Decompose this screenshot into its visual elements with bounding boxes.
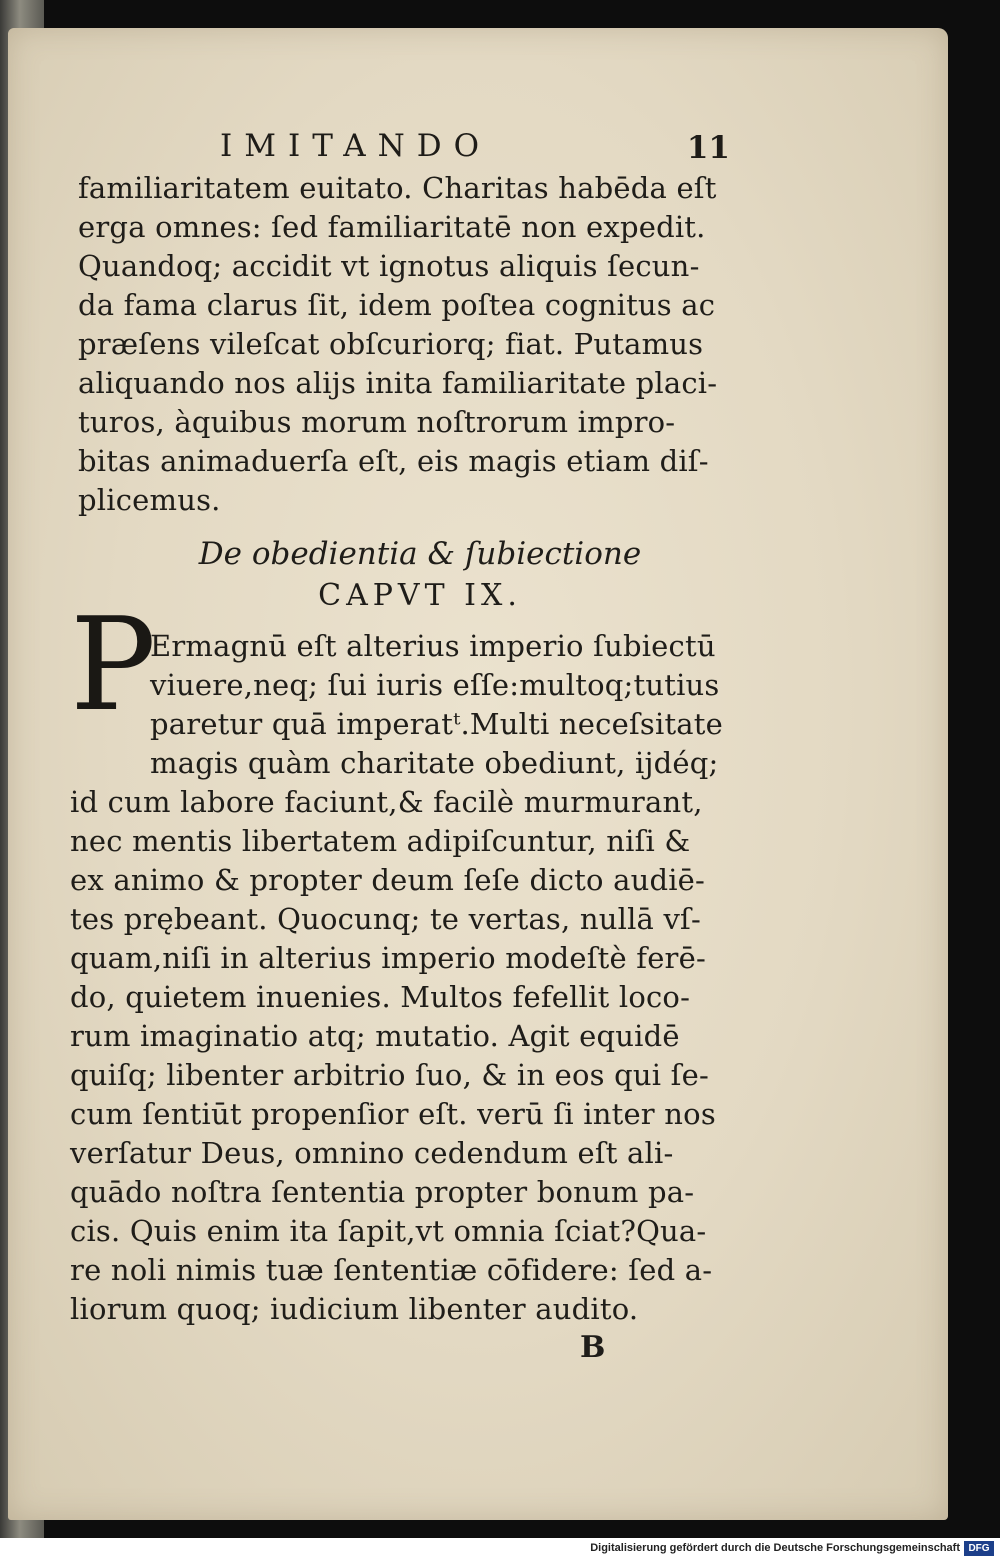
text-line: bitas animaduerſa eſt, eis magis etiam diſ- [78,444,709,478]
dfg-logo: DFG [964,1541,994,1556]
text-line: Ermagnū eſt alterius imperio ſubiectū [150,629,716,663]
text-line: familiaritatem euitato. Charitas habēda eſt [78,171,717,205]
running-head: IMITANDO [220,128,491,164]
text-line: aliquando nos alijs inita familiaritate placi- [78,366,718,400]
chapter-heading: CAPVT IX. [318,578,522,613]
text-line: id cum labore faciunt,& facilè murmurant, [70,785,703,819]
page-number: 11 [686,130,730,166]
text-line: viuere,neq; ſui iuris eſſe:multoq;tutius [150,668,720,702]
text-line: liorum quoq; iudicium libenter audito. [70,1292,639,1326]
text-line: quādo noſtra ſententia propter bonum pa- [70,1175,695,1209]
signature-mark: B [580,1330,606,1365]
text-line: verſatur Deus, omnino cedendum eſt ali- [70,1136,674,1170]
text-line: cum ſentiūt propenſior eſt. verū ſi inter nos [70,1097,716,1131]
text-line: tes prębeant. Quocunq; te vertas, nullā vſ- [70,902,701,936]
drop-cap: P [70,591,157,740]
text-line: plicemus. [78,483,221,517]
funding-credit: Digitalisierung gefördert durch die Deutsche Forschungsgemeinschaft [590,1542,960,1554]
text-line: da fama clarus ſit, idem poſtea cognitus ac [78,288,716,322]
text-line: præſens vileſcat obſcuriorq; fiat. Putamus [78,327,704,361]
text-line: re noli nimis tuæ ſententiæ cōfidere: ſed a- [70,1253,713,1287]
text-line: nec mentis libertatem adipiſcuntur, niſi & [70,824,691,858]
text-line: cis. Quis enim ita ſapit,vt omnia ſciat?Qua- [70,1214,707,1248]
section-heading: De obedientia & ſubiectione [198,536,642,572]
text-line: turos, àquibus morum noſtrorum impro- [78,405,676,439]
text-line: Quandoq; accidit vt ignotus aliquis ſecun- [78,249,700,283]
text-line: quiſq; libenter arbitrio ſuo, & in eos qui ſe- [70,1058,709,1092]
text-line: ex animo & propter deum ſeſe dicto audiē- [70,863,706,897]
text-line: erga omnes: ſed familiaritatē non expedit. [78,210,706,244]
text-line: paretur quā imperatᵗ.Multi neceſsitate [150,707,724,741]
text-line: magis quàm charitate obediunt, ijdéq; [150,746,719,780]
text-line: quam,niſi in alterius imperio modeſtè ferē- [70,941,706,975]
footer-bar [0,1538,1000,1560]
text-line: rum imaginatio atq; mutatio. Agit equidē [70,1019,680,1053]
text-line: do, quietem inuenies. Multos fefellit loco- [70,980,691,1014]
